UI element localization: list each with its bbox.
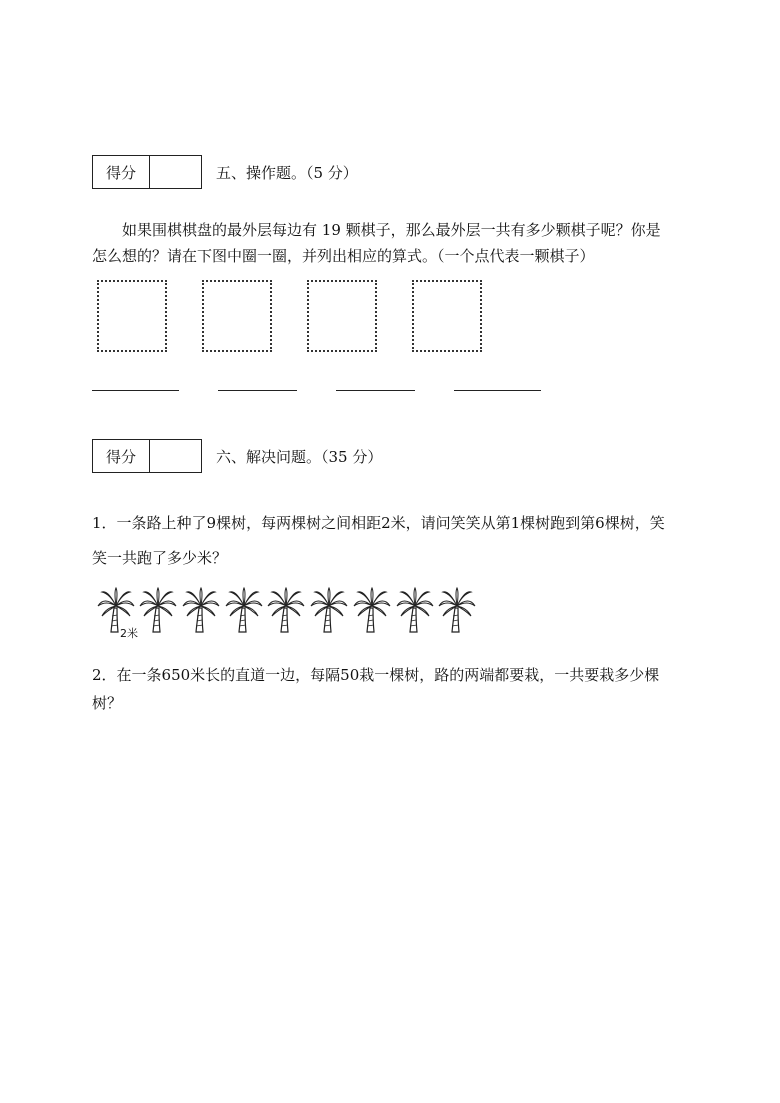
palm-tree-icon	[352, 586, 392, 634]
q1-line1: 1．一条路上种了9棵树，每两棵树之间相距2米，请问笑笑从第1棵树跑到第6棵树，笑	[92, 514, 665, 532]
answer-line-1[interactable]	[92, 390, 179, 391]
tree-distance-label: 2米	[120, 627, 138, 640]
score-box-section5	[92, 155, 202, 189]
dotted-board-4[interactable]	[412, 280, 482, 352]
section6-title: 六、解决问题。（35 分）	[216, 448, 383, 466]
score-blank[interactable]	[150, 440, 201, 472]
q2-line1: 2．在一条650米长的直道一边，每隔50栽一棵树，路的两端都要栽，一共要栽多少棵	[92, 666, 660, 684]
score-box-section6	[92, 439, 202, 473]
palm-tree-icon	[224, 586, 264, 634]
score-blank[interactable]	[150, 156, 201, 188]
q2-line2: 树？	[92, 694, 123, 712]
score-label: 得分	[93, 440, 150, 472]
q1-line2: 笑一共跑了多少米？	[92, 549, 228, 567]
section5-title: 五、操作题。（5 分）	[216, 164, 358, 182]
section5-question-line1: 如果围棋棋盘的最外层每边有 19 颗棋子，那么最外层一共有多少颗棋子呢？你是	[122, 221, 661, 239]
dotted-board-2[interactable]	[202, 280, 272, 352]
palm-tree-icon	[138, 586, 178, 634]
answer-line-4[interactable]	[454, 390, 541, 391]
palm-tree-icon	[309, 586, 349, 634]
dotted-board-1[interactable]	[97, 280, 167, 352]
palm-tree-icon	[395, 586, 435, 634]
section5-question-line2: 怎么想的？请在下图中圈一圈，并列出相应的算式。（一个点代表一颗棋子）	[92, 247, 595, 265]
answer-line-2[interactable]	[218, 390, 297, 391]
palm-tree-icon	[266, 586, 306, 634]
score-label: 得分	[93, 156, 150, 188]
answer-line-3[interactable]	[336, 390, 415, 391]
palm-tree-icon	[437, 586, 477, 634]
palm-tree-icon	[181, 586, 221, 634]
dotted-board-3[interactable]	[307, 280, 377, 352]
